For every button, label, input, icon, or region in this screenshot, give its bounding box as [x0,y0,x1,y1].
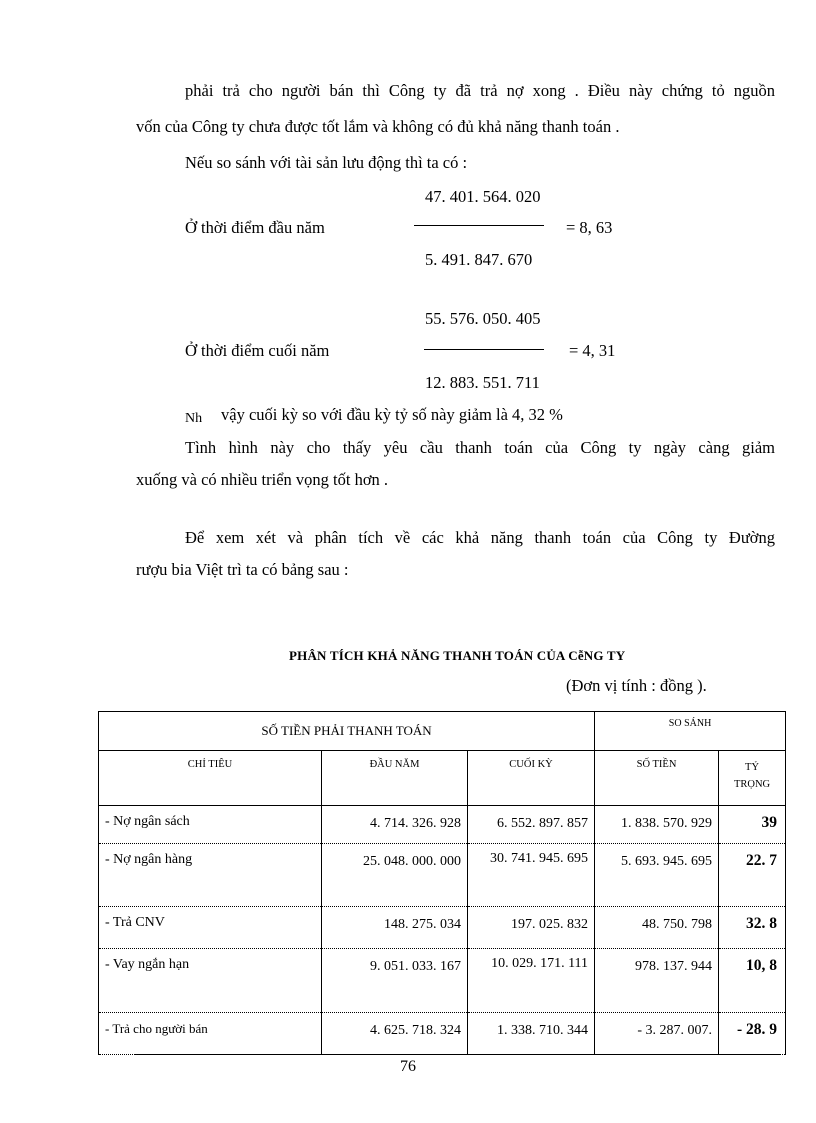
row-label: - Nợ ngân hàng [99,844,322,907]
table-caption: PHÂN TÍCH KHẢ NĂNG THANH TOÁN CỦA CễNG TY [289,648,626,663]
calc1-result: = 8, 63 [566,218,613,237]
cell-so-tien: 978. 137. 944 [595,949,719,1013]
cell-dau-nam: 25. 048. 000. 000 [322,844,468,907]
paragraph-5-line-1: Để xem xét và phân tích về các khả năng thanh toán của Công ty Đường [185,528,775,547]
payment-analysis-table [98,711,786,1055]
cell-cuoi-ky: 10. 029. 171. 111 [468,949,595,1013]
calc1-denominator: 5. 491. 847. 670 [425,250,533,269]
cell-ty-trong: 10, 8 [719,949,786,1013]
calc2-denominator: 12. 883. 551. 711 [425,373,540,392]
column-header-dau-nam: ĐẦU NĂM [322,751,468,806]
cell-so-tien: 5. 693. 945. 695 [595,844,719,907]
paragraph-2: Nếu so sánh với tài sản lưu động thì ta có : [185,153,468,172]
calc2-numerator: 55. 576. 050. 405 [425,309,541,328]
table-row [99,907,786,949]
table-row [99,1013,786,1055]
cell-dau-nam: 148. 275. 034 [322,907,468,949]
page-number: 76 [400,1058,416,1075]
cell-dau-nam: 4. 625. 718. 324 [322,1013,468,1055]
cell-so-tien: 1. 838. 570. 929 [595,806,719,844]
cell-ty-trong: 32. 8 [719,907,786,949]
paragraph-4-line-1: Tình hình này cho thấy yêu cầu thanh toán của Công ty ngày càng giảm [185,438,775,457]
calc2-result: = 4, 31 [569,341,616,360]
cell-cuoi-ky: 30. 741. 945. 695 [468,844,595,907]
column-header-cuoi-ky: CUỐI KỲ [468,751,595,806]
row-label: - Nợ ngân sách [99,806,322,844]
calc1-numerator: 47. 401. 564. 020 [425,187,541,206]
cell-so-tien: 48. 750. 798 [595,907,719,949]
calc1-label: Ở thời điểm đầu năm [185,218,325,237]
calc1-fraction-bar [414,225,544,226]
paragraph-1-line-1: phải trả cho người bán thì Công ty đã trả nợ xong . Điều này chứng tỏ nguồn [185,81,775,100]
table-row [99,949,786,1013]
cell-cuoi-ky: 1. 338. 710. 344 [468,1013,595,1055]
cell-ty-trong: 22. 7 [719,844,786,907]
calc2-label: Ở thời điểm cuối năm [185,341,330,360]
paragraph-3-prefix: Nh [185,411,203,426]
header-group-compare: SO SÁNH [595,712,786,751]
paragraph-3: vậy cuối kỳ so với đầu kỳ tỷ số này giảm là 4, 32 % [221,405,563,424]
cell-dau-nam: 4. 714. 326. 928 [322,806,468,844]
cell-ty-trong: - 28. 9 [719,1013,786,1055]
column-header-chi-tieu: CHỈ TIÊU [99,751,322,806]
paragraph-5-line-2: rượu bia Việt trì ta có bảng sau : [136,560,349,579]
table-row [99,806,786,844]
header-group-amount: SỐ TIỀN PHẢI THANH TOÁN [99,712,595,751]
cell-ty-trong: 39 [719,806,786,844]
cell-dau-nam: 9. 051. 033. 167 [322,949,468,1013]
table-unit: (Đơn vị tính : đồng ). [566,676,707,695]
table-row [99,844,786,907]
cell-so-tien: - 3. 287. 007. [595,1013,719,1055]
column-header-so-tien: SỐ TIỀN [595,751,719,806]
row-label: - Trả cho người bán [99,1013,322,1055]
row-label: - Vay ngắn hạn [99,949,322,1013]
paragraph-1-line-2: vốn của Công ty chưa được tốt lắm và không có đủ khả năng thanh toán . [136,117,620,136]
row-label: - Trả CNV [99,907,322,949]
cell-cuoi-ky: 197. 025. 832 [468,907,595,949]
paragraph-4-line-2: xuống và có nhiều triển vọng tốt hơn . [136,470,389,489]
footer-rule [135,1054,780,1055]
cell-cuoi-ky: 6. 552. 897. 857 [468,806,595,844]
calc2-fraction-bar [424,349,544,350]
column-header-ty-trong: TỶ TRỌNG [719,751,786,806]
